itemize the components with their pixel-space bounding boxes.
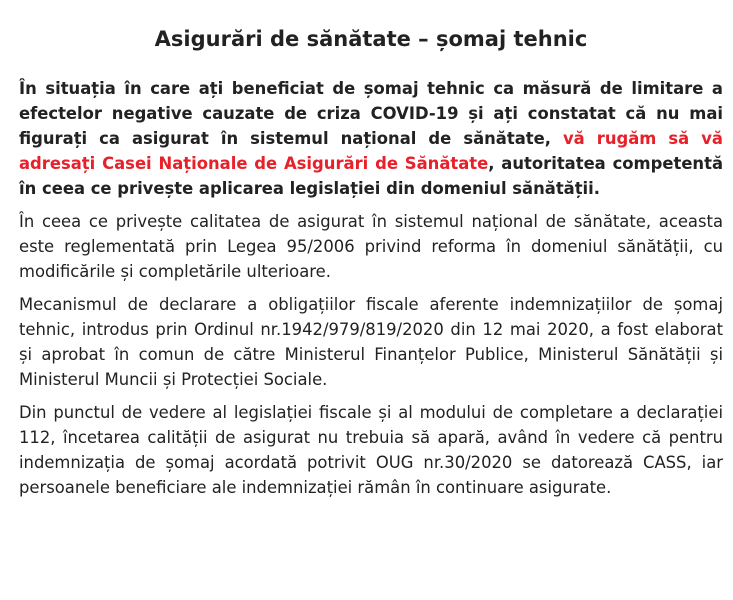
page-title: Asigurări de sănătate – șomaj tehnic xyxy=(154,27,588,51)
body-paragraph-3: Din punctul de vedere al legislației fiscale și al modului de completare a declarației 112, încetarea calității de asigurat nu trebuia să apară, având în vedere că pentru indemnizația de șomaj acordată potrivit OUG nr.30/2020 se datorează CASS, iar persoanele beneficiare ale indemnizației rămân în continuare asigurate. xyxy=(19,403,723,498)
lead-paragraph xyxy=(19,76,723,201)
lead-text-start: În situația în care ați beneficiat de șomaj tehnic ca măsură de limitare a efectelor negative cauzate de criza COVID-19 și ați constatat că nu mai figurați ca asigurat în sistemul național de sănătate, xyxy=(19,79,723,149)
body-paragraph-2: Mecanismul de declarare a obligațiilor fiscale aferente indemnizațiilor de șomaj tehnic, introdus prin Ordinul nr.1942/979/819/2020 din 12 mai 2020, a fost elaborat și aprobat în comun de către Ministerul Finanțelor Publice, Ministerul Sănătății și Ministerul Muncii și Protecției Sociale. xyxy=(19,295,723,390)
lead-highlight: vă rugăm să vă adresați Casei Naționale de Asigurări de Sănătate xyxy=(19,129,723,174)
lead-text-end: , autoritatea competentă în ceea ce privește aplicarea legislației din domeniul sănătății. xyxy=(19,154,723,199)
body-paragraph-1: În ceea ce privește calitatea de asigurat în sistemul național de sănătate, aceasta este reglementată prin Legea 95/2006 privind reforma în domeniul sănătății, cu modificările și completările ulterioare. xyxy=(19,212,723,282)
